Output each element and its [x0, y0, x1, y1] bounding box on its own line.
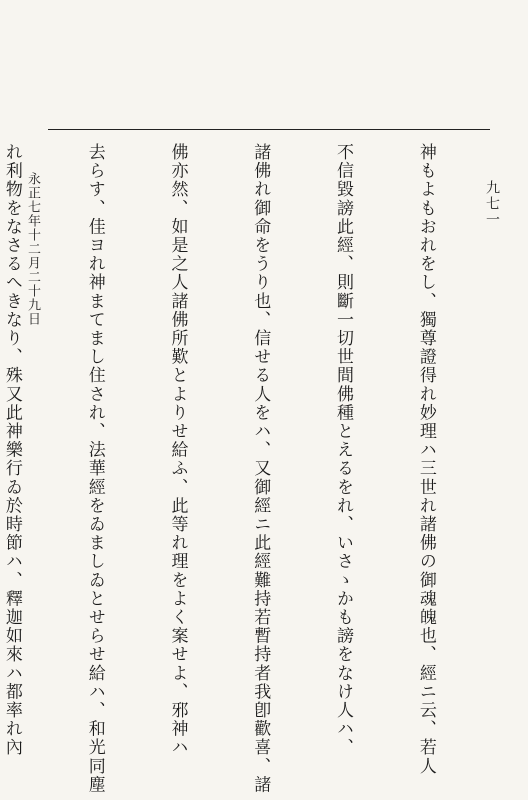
header-rule — [48, 129, 490, 130]
text-column: 諸佛れ御命をうり也、信せる人をハ、又御經ニ此經難持若暫持者我卽歡喜、諸 — [250, 143, 271, 794]
text-column: 不信毀謗此經、則斷一切世間佛種とえるをれ、いさゝかも謗をなけ人ハ、 — [333, 143, 354, 757]
date-line: 永正七年十二月二十九日 — [25, 172, 40, 326]
text-column: れ利物をなさるへきなり、殊又此神樂行ゐ於時節ハ、釋迦如來ハ都率れ內 — [1, 143, 22, 757]
text-column: 神もよもおれをし、獨尊證得れ妙理ハ三世れ諸佛の御魂魄也、經ニ云、若人 — [415, 143, 436, 776]
page-number: 九七一 — [484, 180, 500, 228]
text-column: 去らす、佳ヨれ神まてまし住され、法華經をゐましゐとせらせ給ハ、和光同塵 — [84, 143, 105, 794]
text-column: 佛亦然、如是之人諸佛所歎とよりせ給ふ、此等れ理をよく案せよ、邪神ハ — [167, 143, 188, 757]
